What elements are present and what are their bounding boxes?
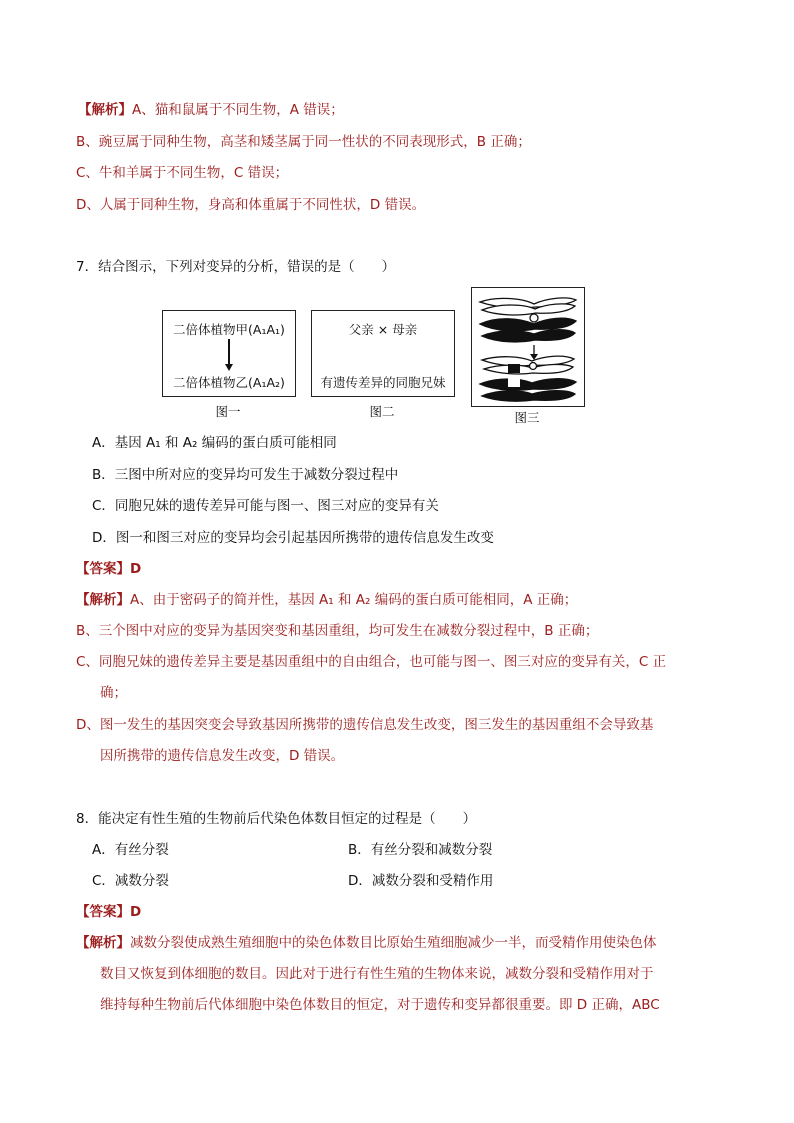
q8-option-c: C．减数分裂 xyxy=(92,873,169,889)
q7-option-a: A．基因 A₁ 和 A₂ 编码的蛋白质可能相同 xyxy=(92,435,337,451)
figure-1-bottom: 二倍体植物乙(A₁A₂) xyxy=(173,375,285,390)
q6-analysis-a xyxy=(78,101,344,119)
figure-2-bottom: 有遗传差异的同胞兄妹 xyxy=(320,375,446,390)
figure-1-caption: 图一 xyxy=(215,404,241,419)
figure-1-arrow-head xyxy=(225,364,233,371)
q6-analysis-b: B、豌豆属于同种生物，高茎和矮茎属于同一性状的不同表现形式，B 正确； xyxy=(76,134,531,150)
q8-analysis-l1 xyxy=(76,934,657,952)
figure-1-arrow-shaft xyxy=(228,339,230,365)
q8-answer-tag: 【答案】 xyxy=(76,904,130,920)
chromosome-crossover-drawing xyxy=(472,288,584,406)
figure-2-box xyxy=(311,310,455,397)
q7-option-d: D．图一和图三对应的变异均会引起基因所携带的遗传信息发生改变 xyxy=(92,530,494,546)
q8-option-b: B．有丝分裂和减数分裂 xyxy=(348,842,493,858)
figure-1-top: 二倍体植物甲(A₁A₁) xyxy=(173,322,285,337)
q6-analysis-d: D、人属于同种生物，身高和体重属于不同性状，D 错误。 xyxy=(76,197,426,213)
q7-answer-value: D xyxy=(130,561,142,577)
q8-option-d: D．减数分裂和受精作用 xyxy=(348,873,494,889)
figure-3-box xyxy=(471,287,585,407)
q7-analysis-c2: 确； xyxy=(100,685,127,701)
q7-analysis-a-text: A、由于密码子的简并性，基因 A₁ 和 A₂ 编码的蛋白质可能相同，A 正确； xyxy=(130,592,578,608)
q7-analysis-d1: D、图一发生的基因突变会导致基因所携带的遗传信息发生改变，图三发生的基因重组不会导致基 xyxy=(76,717,654,733)
q7-analysis-tag: 【解析】 xyxy=(76,592,130,608)
figure-1-box xyxy=(162,310,296,397)
q6-analysis-tag: 【解析】 xyxy=(78,102,132,118)
q6-analysis-c: C、牛和羊属于不同生物，C 错误； xyxy=(76,165,289,181)
figure-3-caption: 图三 xyxy=(514,410,540,425)
q7-analysis-c1: C、同胞兄妹的遗传差异主要是基因重组中的自由组合，也可能与图一、图三对应的变异有关，C 正 xyxy=(76,654,667,670)
q8-analysis-l3: 维持每种生物前后代体细胞中染色体数目的恒定，对于遗传和变异都很重要。即 D 正确，ABC xyxy=(100,997,660,1013)
q8-answer xyxy=(76,903,141,921)
q7-option-c: C．同胞兄妹的遗传差异可能与图一、图三对应的变异有关 xyxy=(92,498,439,514)
q8-stem: 8．能决定有性生殖的生物前后代染色体数目恒定的过程是（ ） xyxy=(76,811,477,827)
q7-option-b: B．三图中所对应的变异均可发生于减数分裂过程中 xyxy=(92,467,399,483)
q8-analysis-l2: 数目又恢复到体细胞的数目。因此对于进行有性生殖的生物体来说，减数分裂和受精作用对于 xyxy=(100,966,654,982)
q7-stem: 7．结合图示，下列对变异的分析，错误的是（ ） xyxy=(76,259,396,275)
q8-option-a: A．有丝分裂 xyxy=(92,842,169,858)
q8-analysis-l1-text: 减数分裂使成熟生殖细胞中的染色体数目比原始生殖细胞减少一半，而受精作用使染色体 xyxy=(130,935,657,951)
figure-2-top: 父亲 × 母亲 xyxy=(348,322,418,337)
q8-analysis-tag: 【解析】 xyxy=(76,935,130,951)
figure-2-caption: 图二 xyxy=(369,404,395,419)
q7-answer xyxy=(76,560,141,578)
q8-answer-value: D xyxy=(130,904,142,920)
q7-analysis-b: B、三个图中对应的变异为基因突变和基因重组，均可发生在减数分裂过程中，B 正确； xyxy=(76,623,599,639)
q7-analysis-a xyxy=(76,591,577,609)
q7-analysis-d2: 因所携带的遗传信息发生改变，D 错误。 xyxy=(100,748,345,764)
q7-answer-tag: 【答案】 xyxy=(76,561,130,577)
q6-analysis-a-text: A、猫和鼠属于不同生物，A 错误； xyxy=(132,102,344,118)
